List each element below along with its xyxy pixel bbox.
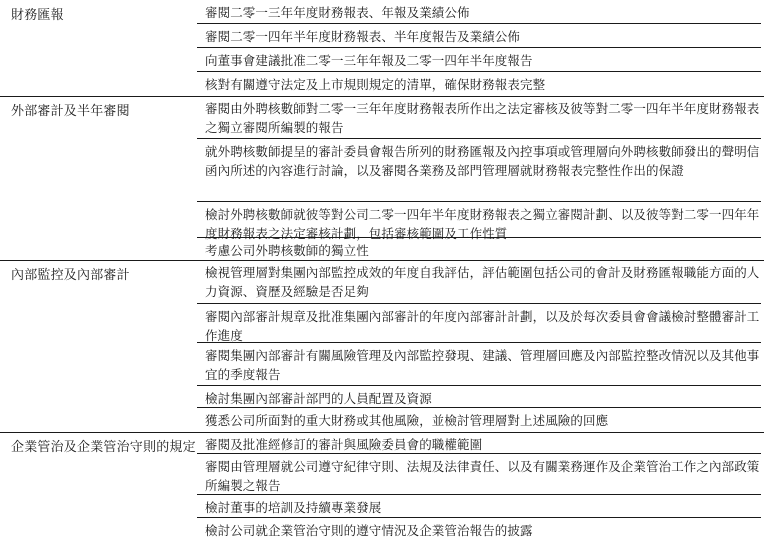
list-item: 向董事會建議批准二零一三年年報及二零一四年半年度報告 <box>197 48 761 72</box>
section-items <box>197 432 761 542</box>
list-item: 審閱內部審計規章及批准集團內部審計的年度內部審計計劃，以及於每次委員會會議檢討整體審計工作進度 <box>197 304 761 343</box>
list-item: 檢討外聘核數師就彼等對公司二零一四年半年度財務報表之獨立審閱計劃、以及彼等對二零一四年年度財務報表之法定審核計劃，包括審核範圍及工作性質 <box>197 202 761 238</box>
section-label: 內部監控及內部審計 <box>11 268 130 283</box>
list-item: 就外聘核數師提呈的審計委員會報告所列的財務匯報及內控事項或管理層向外聘核數師發出的聲明信函內所述的內容進行討論，以及審閱各業務及部門管理層就財務報表完整性作出的保證 <box>197 139 761 202</box>
section-items <box>197 96 761 260</box>
section-label: 外部審計及半年審閱 <box>11 104 130 119</box>
section-financial-reporting <box>0 0 764 97</box>
list-item: 審閱由管理層就公司遵守紀律守則、法規及法律責任、以及有關業務運作及企業管治工作之內部政策所編製之報告 <box>197 454 761 495</box>
section-external-audit <box>0 96 764 261</box>
list-item: 審閱二零一三年年度財務報表、年報及業績公佈 <box>197 0 761 24</box>
list-item: 檢討集團內部審計部門的人員配置及資源 <box>197 386 761 408</box>
list-item: 審閱及批准經修訂的審計與風險委員會的職權範圍 <box>197 432 761 454</box>
list-item: 獲悉公司所面對的重大財務或其他風險，並檢討管理層對上述風險的回應 <box>205 413 609 428</box>
list-item: 審閱集團內部審計有關風險管理及內部監控發現、建議、管理層回應及內部監控整改情況以及其他事宜的季度報告 <box>197 343 761 386</box>
list-item: 審閱由外聘核數師對二零一三年年度財務報表所作出之法定審核及彼等對二零一四年半年度財務報表之獨立審閱所編製的報告 <box>197 96 761 139</box>
section-label: 企業管治及企業管治守則的規定 <box>11 440 196 455</box>
list-item: 檢討公司就企業管治守則的遵守情況及企業管治報告的披露 <box>205 523 533 538</box>
list-item: 考慮公司外聘核數師的獨立性 <box>205 243 369 258</box>
list-item: 核對有關遵守法定及上市規則規定的清單，確保財務報表完整 <box>205 77 546 92</box>
section-items <box>197 0 761 96</box>
section-internal-control <box>0 260 764 433</box>
list-item: 檢視管理層對集團內部監控成效的年度自我評估，評估範圍包括公司的會計及財務匯報職能方面的人力資源、資歷及經驗是否足夠 <box>197 260 761 304</box>
section-items <box>197 260 761 432</box>
section-label: 財務匯報 <box>11 8 64 23</box>
section-corporate-governance <box>0 432 764 542</box>
list-item: 審閱二零一四年半年度財務報表、半年度報告及業績公佈 <box>197 24 761 48</box>
list-item: 檢討董事的培訓及持續專業發展 <box>197 495 761 518</box>
